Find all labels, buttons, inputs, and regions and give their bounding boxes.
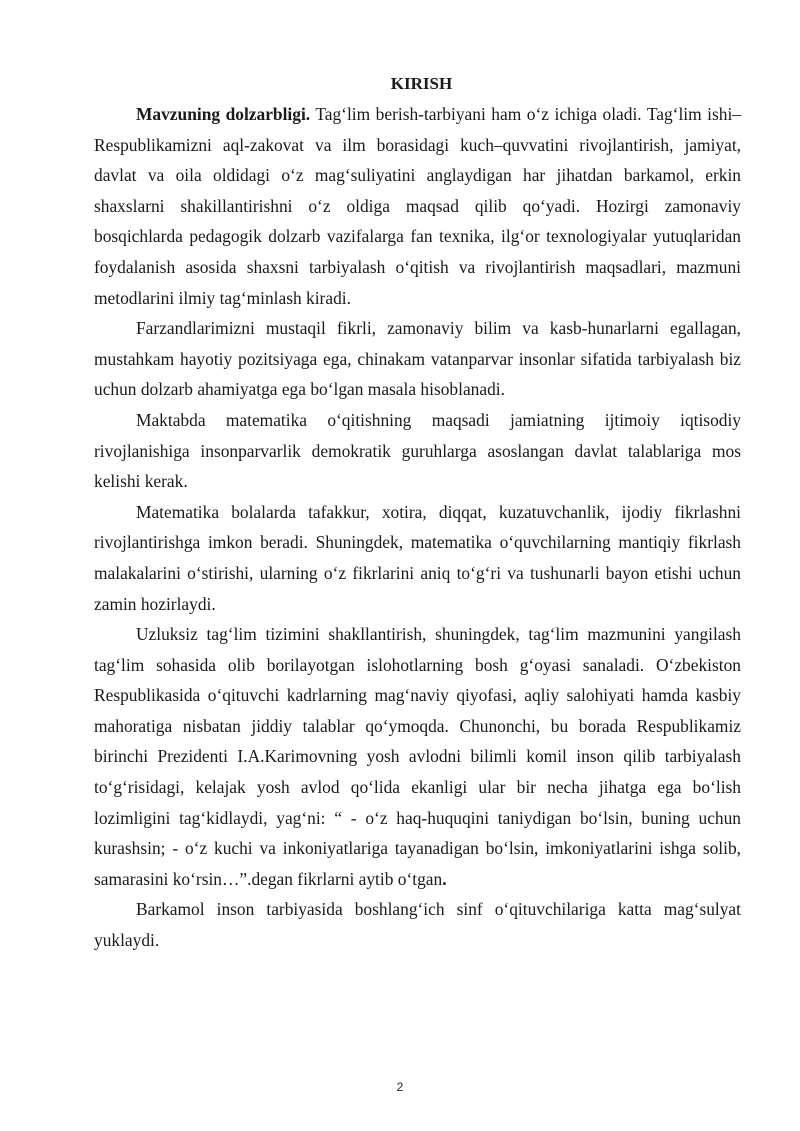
paragraph-children-education: Farzandlarimizni mustaqil fikrli, zamonaviy bilim va kasb-hunarlarni egallagan, mustahkam hayotiy pozitsiyaga ega, chinakam vatanparvar insonlar sifatida tarbiyalash biz uchun dolzarb ahamiyatga ega bo‘lgan masala hisoblanadi. [94,318,741,400]
paragraph-lead: Mavzuning dolzarbligi. [136,104,311,124]
paragraph-trailing-period: . [442,868,447,889]
section-heading: KIRISH [390,74,453,93]
paragraph-math-thinking: Matematika bolalarda tafakkur, xotira, diqqat, kuzatuvchanlik, ijodiy fikrlashni rivojlantirishga imkon beradi. Shuningdek, matematika o‘quvchilarning mantiqiy fikrlash malakalarini o‘stirishi, ularning o‘z fikrlarini aniq to‘g‘ri va tushunarli bayon etishi uchun zamin hozirlaydi. [94,501,741,614]
page-body [94,73,741,956]
paragraph-primary-teachers: Barkamol inson tarbiyasida boshlang‘ich sinf o‘qituvchilariga katta mag‘sulyat yuklaydi. [94,899,741,951]
paragraph-text: Tag‘lim berish-tarbiyani ham o‘z ichiga oladi. Tag‘lim ishi–Respublikamizni aql-zakovat va ilm borasidagi kuch–quvvatini rivojlantirish, jamiyat, davlat va oila oldidagi o‘z mag‘suliyatini anglaydigan har jihatdan barkamol, erkin shaxslarni shakillantirishni o‘z oldiga maqsad qilib qo‘yadi. Hozirgi zamonaviy bosqichlarda pedagogik dolzarb vazifalarga fan texnika, ilg‘or texnologiyalar yutuqlaridan foydalanish asosida shaxsni tarbiyalash o‘qitish va rivojlantirish maqsadlari, mazmuni metodlarini ilmiy tag‘minlash kiradi. [94,104,741,308]
page-number: 2 [396,1080,404,1094]
paragraph-math-goal: Maktabda matematika o‘qitishning maqsadi jamiatning ijtimoiy iqtisodiy rivojlanishiga insonparvarlik demokratik guruhlarga asoslangan davlat talablariga mos kelishi kerak. [94,409,741,492]
paragraph-continuous-education [94,619,741,894]
paragraph-text: Uzluksiz tag‘lim tizimini shakllantirish, shuningdek, tag‘lim mazmunini yangilash tag‘lim sohasida olib borilayotgan islohotlarning bosh g‘oyasi sanaladi. O‘zbekiston Respublikasida o‘qituvchi kadrlarning mag‘naviy qiyofasi, aqliy salohiyati hamda kasbiy mahoratiga nisbatan jiddiy talablar qo‘ymoqda. Chunonchi, bu borada Respublikamiz birinchi Prezidenti I.A.Karimovning yosh avlodni bilimli komil inson qilib tarbiyalash to‘g‘risidagi, kelajak yosh avlod qo‘lida ekanligi ular bir necha jihatga ega bo‘lish lozimligini tag‘kidlaydi, yag‘ni: “ - o‘z haq-huquqini taniydigan bo‘lsin, buning uchun kurashsin; - o‘z kuchi va inkoniyatlariga tayanadigan bo‘lsin, imkoniyatlarini ishga solib, samarasini ko‘rsin…”.degan fikrlarni aytib o‘tgan [94,624,741,889]
paragraph-relevance [94,99,741,313]
